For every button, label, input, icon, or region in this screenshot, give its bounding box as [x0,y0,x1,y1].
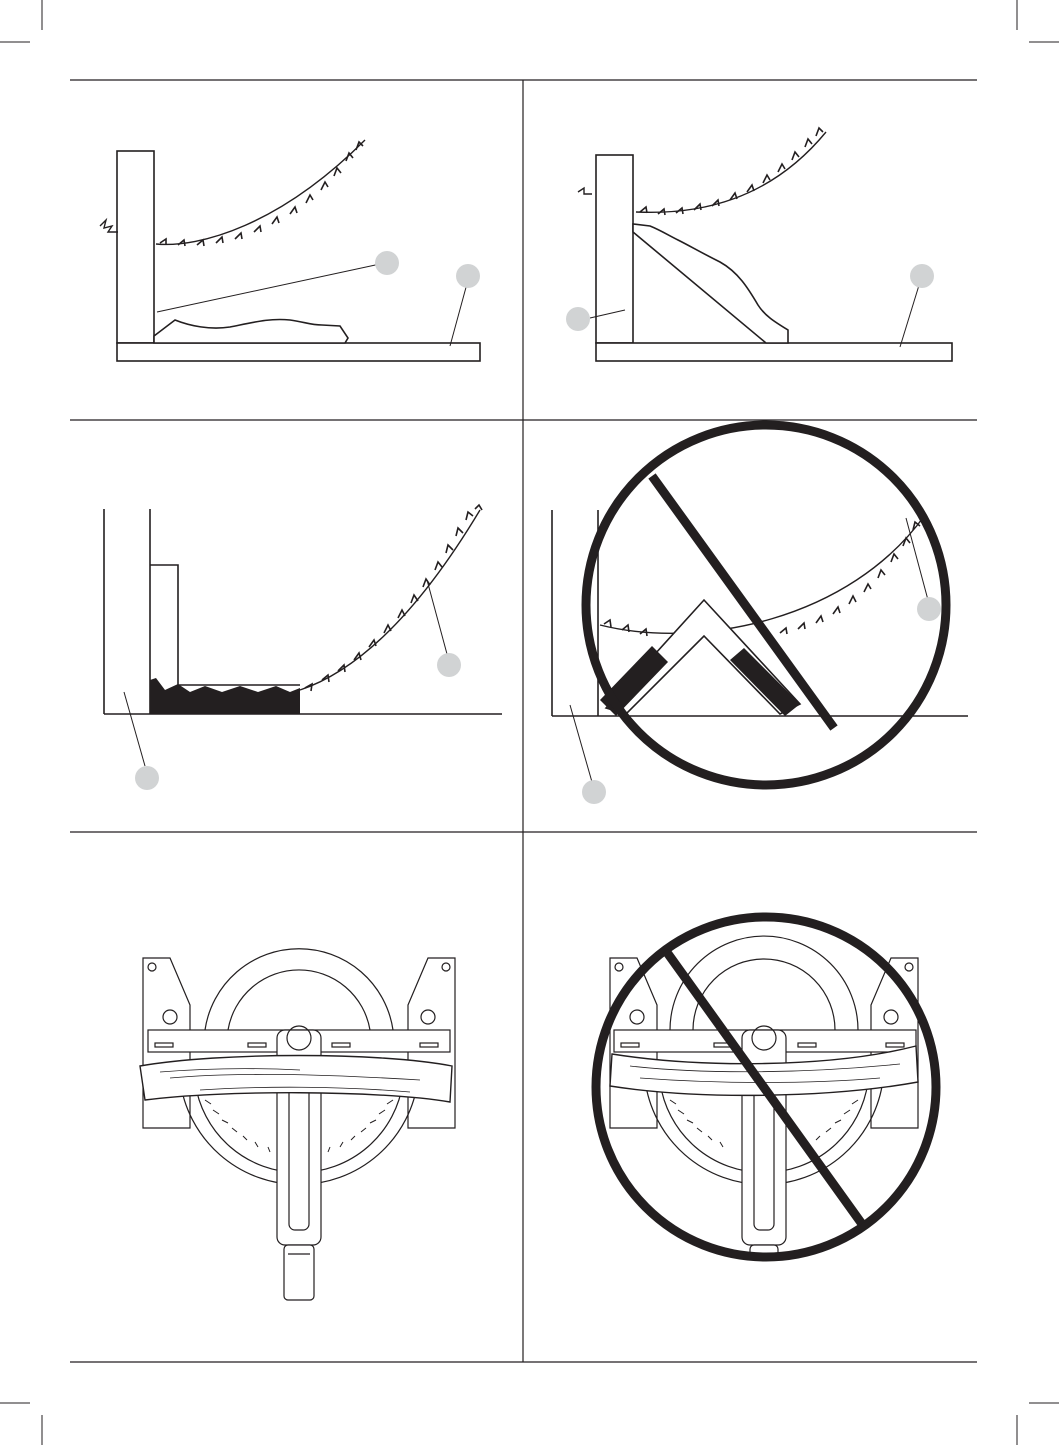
figure-c-cut-profile [104,505,502,766]
callout-circle-icon [135,653,461,790]
figure-a-crown-flat [100,140,480,361]
prohibition-icon [586,425,946,785]
callout-circle-icon [375,251,480,288]
kerf-fill [150,678,300,714]
figure-b-crown-upright [578,128,952,361]
figure-d-wrong-position [552,510,968,782]
figure-grid [70,80,977,1362]
figure-f-saw-top-view [610,936,918,1259]
kerf-fill [730,648,800,716]
figure-e-saw-top-view [140,949,455,1300]
